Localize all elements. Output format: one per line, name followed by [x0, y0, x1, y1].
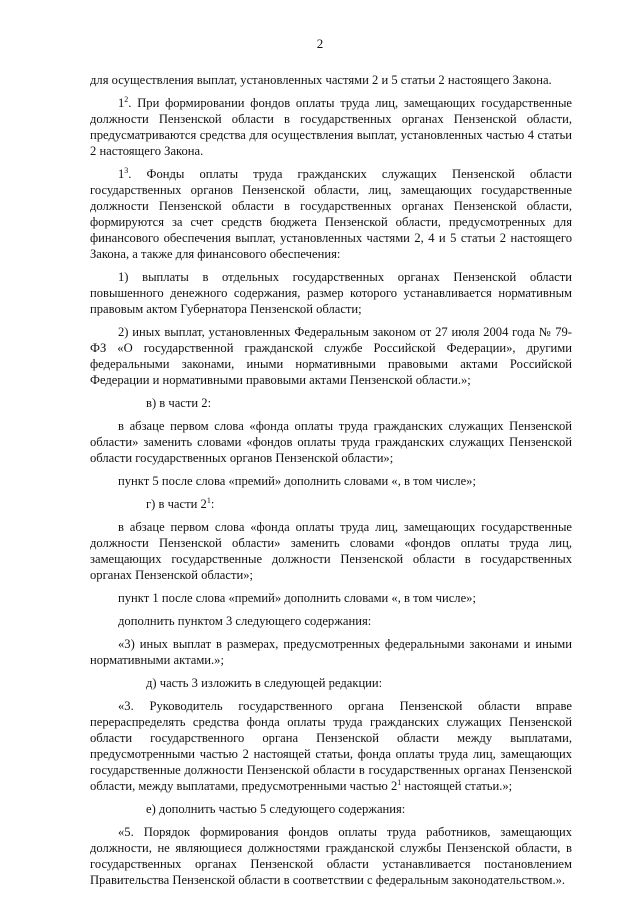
paragraph-6: в) в части 2: — [146, 396, 212, 410]
paragraph-11: пункт 1 после слова «премий» дополнить словами «, в том числе»; — [118, 591, 476, 605]
page-number: 2 — [316, 36, 324, 51]
paragraph-10: в абзаце первом слова «фонда оплаты труда лиц, замещающих государственные должности Пензенской области» заменить словами «фондов оплаты труда лиц, замещающих государственные должности Пензенской области в государственных органах Пензенской области»; — [90, 520, 572, 582]
paragraph-2: $1^2$. При формировании фондов оплаты труда лиц, замещающих государственные должности Пензенской области в государственных органах Пензенской области, предусматриваются средства для осуществления выплат, установленных частью 4 статьи 2 настоящего Закона. — [90, 95, 572, 158]
paragraph-9: г) в части $2^1$: — [146, 496, 215, 511]
paragraph-4: 1) выплаты в отдельных государственных органах Пензенской области повышенного денежного содержания, размер которого устанавливается нормативным правовым актом Губернатора Пензенской области; — [90, 270, 572, 316]
paragraph-12: дополнить пунктом 3 следующего содержания: — [118, 614, 372, 628]
paragraph-1: для осуществления выплат, установленных частями 2 и 5 статьи 2 настоящего Закона. — [90, 73, 552, 87]
paragraph-5: 2) иных выплат, установленных Федеральным законом от 27 июля 2004 года № 79-ФЗ «О государственной гражданской службе Российской Федерации», другими федеральными законами, иными нормативными правовыми актами Российской Федерации и нормативными правовыми актами Пензенской области.»; — [90, 325, 572, 387]
document-body — [90, 72, 572, 895]
paragraph-13: «3) иных выплат в размерах, предусмотренных федеральными законами и иными нормативными актами.»; — [90, 637, 572, 667]
paragraph-7: в абзаце первом слова «фонда оплаты труда гражданских служащих Пензенской области» заменить словами «фондов оплаты труда гражданских служащих Пензенской области государственных органов Пензенской области»; — [90, 419, 572, 465]
paragraph-14: д) часть 3 изложить в следующей редакции: — [146, 676, 383, 690]
paragraph-16: е) дополнить частью 5 следующего содержания: — [146, 802, 406, 816]
paragraph-15: «3. Руководитель государственного органа Пензенской области вправе перераспределять средства фонда оплаты труда гражданских служащих Пензенской области государственного органа Пензенской области между выплатами, предусмотренными частью 2 настоящей статьи, фонда оплаты труда лиц, замещающих государственные должности Пензенской области в государственных органах Пензенской области, между выплатами, предусмотренными частью $2^1$ настоящей статьи.»; — [90, 699, 572, 793]
paragraph-17: «5. Порядок формирования фондов оплаты труда работников, замещающих должности, не являющиеся должностями гражданской службы Пензенской области, в государственных органах Пензенской области устанавливается постановлением Правительства Пензенской области в соответствии с федеральным законодательством.». — [90, 825, 572, 887]
paragraph-3: $1^3$. Фонды оплаты труда гражданских служащих Пензенской области государственных органов Пензенской области, лиц, замещающих государственные должности Пензенской области в государственных органах Пензенской области, формируются за счет средств бюджета Пензенской области, предусмотренных для финансового обеспечения выплат, установленных частями 2, 4 и 5 статьи 2 настоящего Закона, а также для финансового обеспечения: — [90, 166, 572, 261]
paragraph-8: пункт 5 после слова «премий» дополнить словами «, в том числе»; — [118, 474, 476, 488]
